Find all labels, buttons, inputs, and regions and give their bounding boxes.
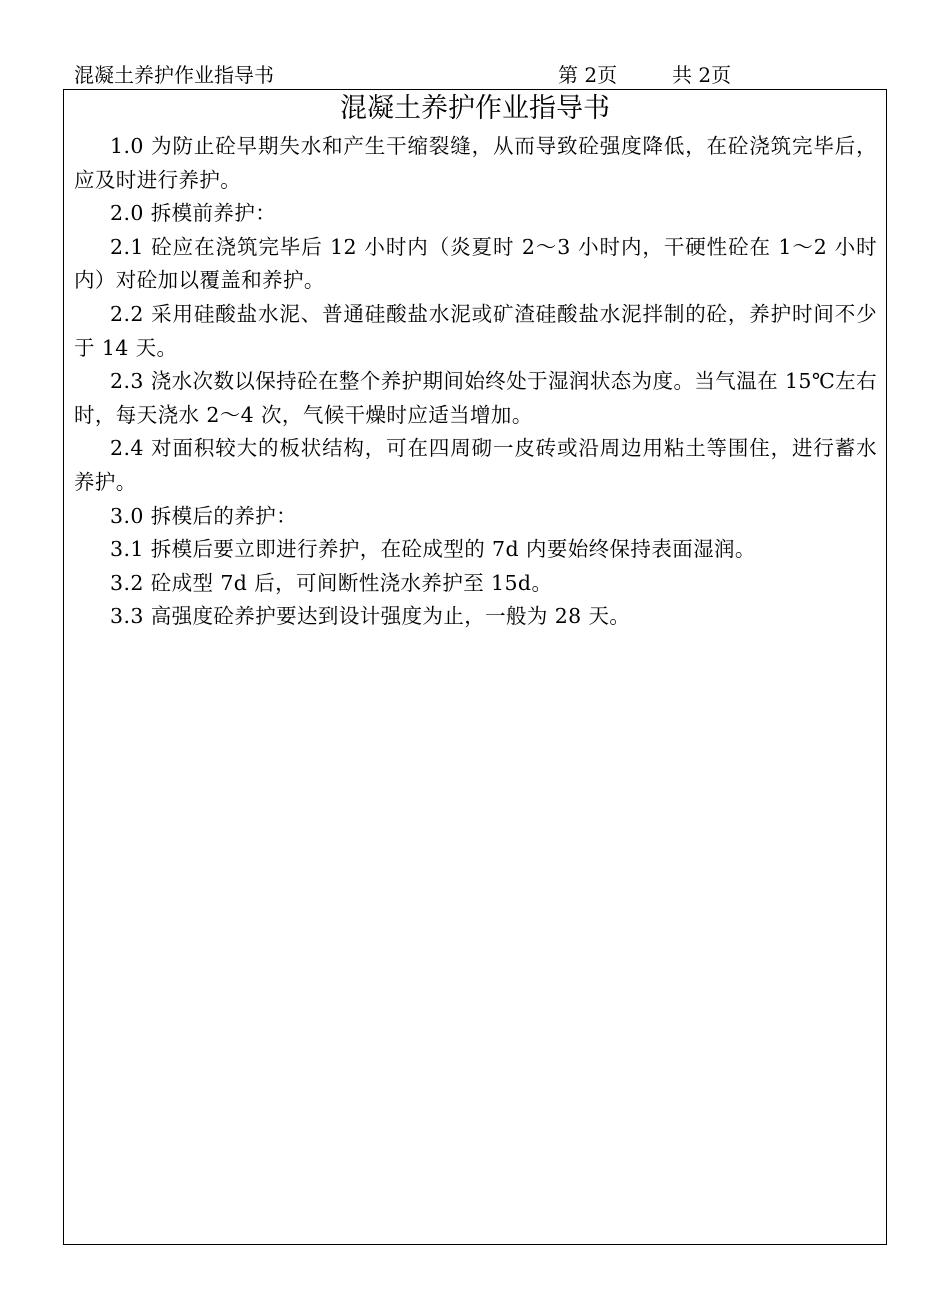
paragraph-3-0: 3.0 拆模后的养护： — [110, 503, 298, 528]
paragraph-2-3: 2.3 浇水次数以保持砼在整个养护期间始终处于湿润状态为度。当气温在 15℃左右时，每天浇水 2～4 次，气候干燥时应适当增加。 — [74, 369, 877, 427]
header-title: 混凝土养护作业指导书 — [74, 63, 274, 87]
paragraph-2-2: 2.2 采用硅酸盐水泥、普通硅酸盐水泥或矿渣硅酸盐水泥拌制的砼，养护时间不少于 14 天。 — [74, 301, 877, 360]
document-title: 混凝土养护作业指导书 — [340, 93, 610, 124]
paragraph-2-1: 2.1 砼应在浇筑完毕后 12 小时内（炎夏时 2～3 小时内，干硬性砼在 1～2 小时内）对砼加以覆盖和养护。 — [74, 234, 877, 293]
paragraph-2-0: 2.0 拆模前养护： — [110, 201, 277, 226]
paragraph-2-4: 2.4 对面积较大的板状结构，可在四周砌一皮砖或沿周边用粘土等围住，进行蓄水养护。 — [74, 436, 877, 494]
paragraph-1-0: 1.0 为防止砼早期失水和产生干缩裂缝，从而导致砼强度降低，在砼浇筑完毕后，应及时进行养护。 — [74, 134, 877, 192]
paragraph-3-2: 3.2 砼成型 7d 后，可间断性浇水养护至 15d。 — [110, 570, 553, 595]
header-page-number: 第 2页 — [558, 63, 618, 87]
document-body — [74, 130, 877, 634]
header-total-pages: 共 2页 — [672, 63, 732, 87]
paragraph-3-3: 3.3 高强度砼养护要达到设计强度为止，一般为 28 天。 — [110, 604, 631, 629]
page-header — [74, 60, 874, 90]
paragraph-3-1: 3.1 拆模后要立即进行养护，在砼成型的 7d 内要始终保持表面湿润。 — [110, 537, 756, 562]
document-frame — [63, 89, 887, 1245]
